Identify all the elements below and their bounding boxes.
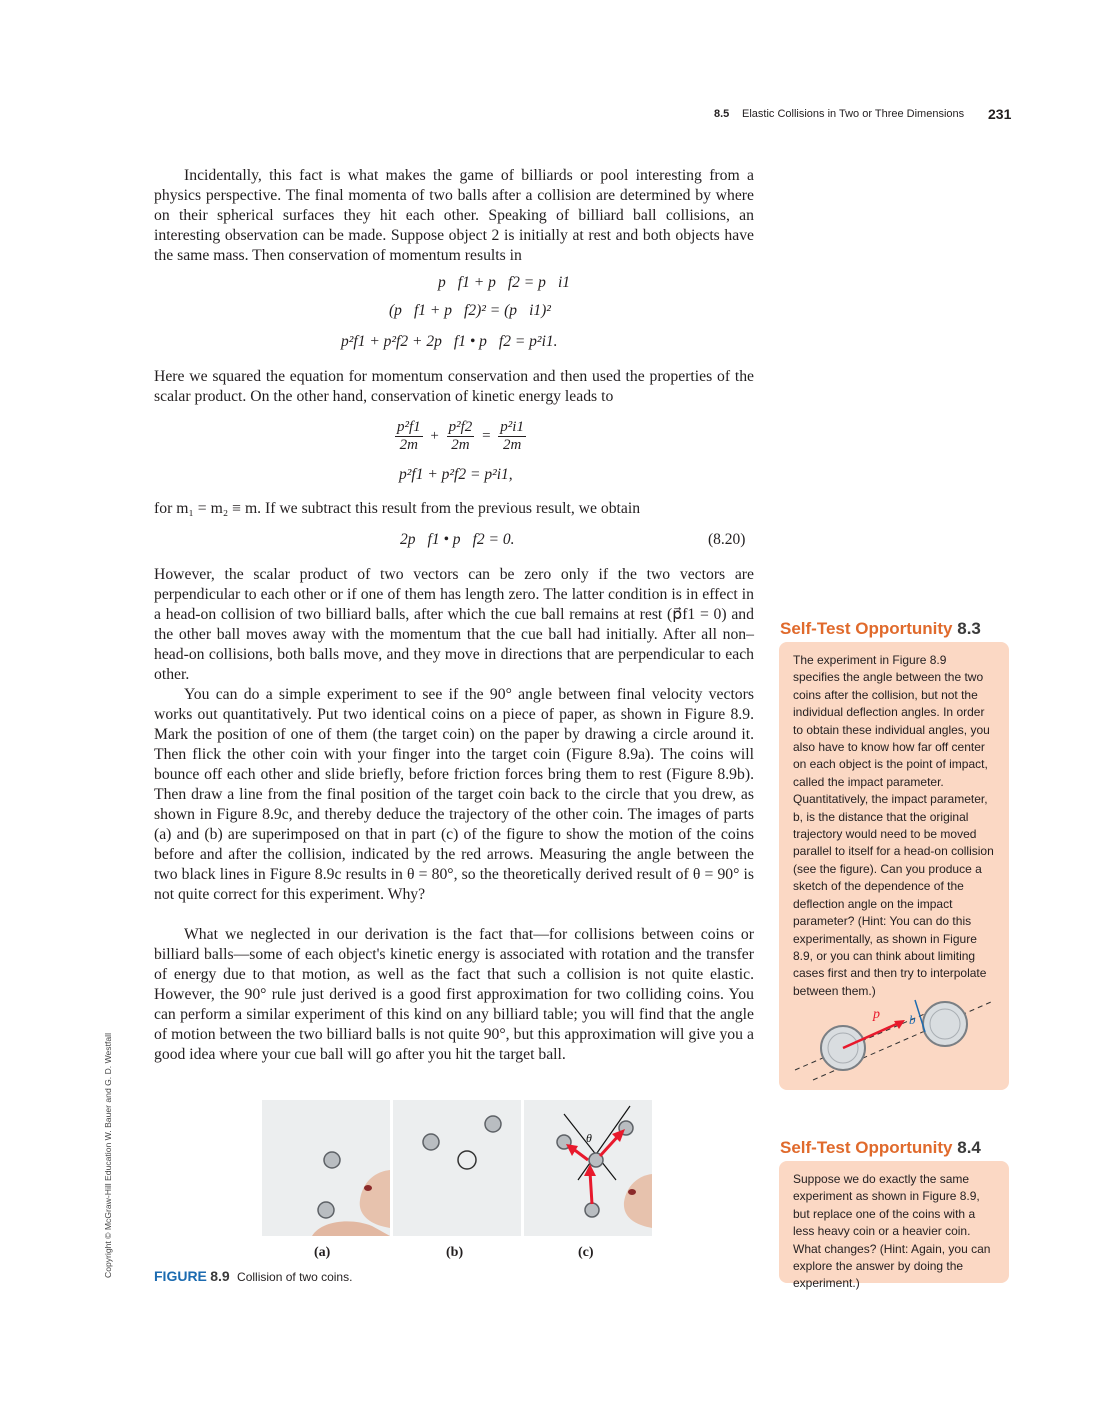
fraction-numerator-1: p²f1 — [397, 419, 421, 435]
paragraph-5: You can do a simple experiment to see if the 90° angle between final velocity vectors works out quantitatively. Put two identical coins on a piece of paper, as shown in Figure 8.9. Mark the position of one of them (the target coin) on the paper by drawing a circle around it. Then flick the other coin with your finger into the target coin (Figure 8.9a). The coins will bounce off each other and slide briefly, before friction forces bring them to rest (Figure 8.9b). Then draw a line from the final position of the target coin back to the circle that you drew, as shown in Figure 8.9c, and thereby deduce the trajectory of the other coin. The images of parts (a) and (b) are superimposed on that in part (c) of the figure to show the motion of the coins before and after the collision, indicated by the red arrows. Measuring the angle between the two black lines in Figure 8.9c results in θ = 80°, so the theoretically derived result of θ = 90° is not quite correct for this experiment. Why? — [154, 686, 754, 903]
self-test-8-4-title — [780, 1138, 981, 1158]
paragraph-6: What we neglected in our derivation is the fact that—for collisions between coins or billiard balls—some of each object's kinetic energy is associated with rotation and the transfer of energy due to that motion, as well as the fact that such a collision is not quite elastic. However, the 90° rule just derived is a good first approximation for two colliding coins. You can perform a similar experiment of this kind on any billiard table; you will find that the angle of motion between the two billiard balls is not quite 90°, but this approximation will give you a good idea where your cue ball will go after you hit the target ball. — [154, 926, 754, 1063]
coin-icon — [485, 1116, 501, 1132]
equation-kinetic-energy: $\frac{\text{p²f1}}{2m}$ + $\frac{\text{p²f2}}{2m}$ = $\frac{\text{p²i1}}{2m}$ — [397, 419, 524, 453]
target-circle-icon — [458, 1151, 476, 1169]
coin-icon — [585, 1203, 599, 1217]
panel-label-a: (a) — [314, 1245, 331, 1260]
coin-icon — [318, 1202, 334, 1218]
coin-icon — [324, 1152, 340, 1168]
paragraph-3: for m₁ = m₂ ≡ m. If we subtract this result from the previous result, we obtain — [154, 500, 641, 517]
theta-label: θ — [586, 1131, 592, 1145]
paragraph-2: Here we squared the equation for momentum conservation and then used the properties of the scalar product. On the other hand, conservation of kinetic energy leads to — [154, 368, 754, 405]
panel-label-b: (b) — [446, 1245, 464, 1260]
figure-panel-b — [393, 1100, 521, 1236]
section-number: 8.5 — [714, 108, 730, 120]
self-test-8-4-text: Suppose we do exactly the same experiment as shown in Figure 8.9, but replace one of the coins with a less heavy coin or a heavier coin. What changes? (Hint: Again, you can explore the answer by doing the experiment.) — [793, 1172, 991, 1291]
self-test-8-3-text: The experiment in Figure 8.9 specifies the angle between the two coins after the collision, but not the individual deflection angles. In order to obtain these individual angles, you also have to know how far off center on each object is the point of impact, called the impact parameter. Quantitatively, the impact parameter, b, is the distance that the original trajectory would need to be moved parallel to itself for a head-on collision (see the figure). Can you produce a sketch of the dependence of the deflection angle on the impact parameter? (Hint: You can do this experimentally, as shown in Figure 8.9, or you can think about limiting cases first and then try to interpolate between them.) — [793, 653, 994, 998]
equation-expanded: p²f1 + p²f2 + 2p⃗f1 • p⃗f2 = p²i1. — [341, 333, 558, 350]
self-test-label: Self-Test Opportunity — [780, 1138, 953, 1157]
equation-momentum-squared: (p⃗f1 + p⃗f2)² = (p⃗i1)² — [389, 302, 551, 319]
fraction-denominator-1: 2m — [399, 437, 418, 453]
momentum-symbol: p — [873, 1007, 880, 1022]
equation-energy-simplified: p²f1 + p²f2 = p²i1, — [399, 466, 513, 483]
fraction-denominator-2: 2m — [451, 437, 470, 453]
impact-parameter-diagram — [793, 992, 993, 1082]
page-number: 231 — [988, 106, 1012, 122]
figure-panel-a — [262, 1100, 390, 1236]
finger-icon — [624, 1174, 652, 1228]
self-test-number: 8.4 — [957, 1138, 981, 1157]
fraction-numerator-2: p²f2 — [448, 419, 473, 435]
equation-number: (8.20) — [708, 531, 746, 548]
paragraph-1: Incidentally, this fact is what makes the game of billiards or pool interesting from a physics perspective. The final momenta of two balls after a collision are determined by where on their spherical surfaces they hit each other. Speaking of billiard ball collisions, an interesting observation can be made. Suppose object 2 is initially at rest and both objects have the same mass. Then conservation of momentum results in — [154, 167, 754, 264]
self-test-8-4-box — [779, 1161, 1009, 1291]
fraction-denominator-3: 2m — [502, 437, 522, 453]
self-test-number: 8.3 — [957, 619, 981, 638]
fraction-numerator-3: p²i1 — [500, 419, 524, 435]
copyright-notice: Copyright © McGraw-Hill Education W. Bauer and G. D. Westfall — [103, 1033, 113, 1278]
figure-number: 8.9 — [210, 1268, 230, 1284]
finger-icon — [360, 1170, 390, 1228]
section-title: Elastic Collisions in Two or Three Dimensions — [742, 108, 965, 120]
impact-parameter-symbol: b — [909, 1012, 916, 1027]
equation-momentum: p⃗f1 + p⃗f2 = p⃗i1 — [438, 274, 571, 291]
coin-icon — [423, 1134, 439, 1150]
self-test-8-3-title — [780, 619, 981, 639]
equation-8-20: 2p⃗f1 • p⃗f2 = 0. — [400, 531, 515, 548]
figure-label: FIGURE — [154, 1268, 207, 1284]
figure-caption-text: Collision of two coins. — [237, 1270, 353, 1284]
figure-caption — [154, 1268, 352, 1284]
figure-panel-c — [524, 1100, 652, 1236]
self-test-label: Self-Test Opportunity — [780, 619, 953, 638]
panel-label-c: (c) — [578, 1245, 594, 1260]
paragraph-4: However, the scalar product of two vectors can be zero only if the two vectors are perpendicular to each other or if one of them has length zero. The latter condition is in effect in a head-on collision of two billiard balls, after which the cue ball remains at rest (p⃗f1 = 0) and the other ball moves away with the momentum that the cue ball had initially. After all non–head-on collisions, both balls move, and they move in directions that are perpendicular to each other. — [154, 566, 754, 683]
self-test-8-3-box — [779, 642, 1009, 1090]
